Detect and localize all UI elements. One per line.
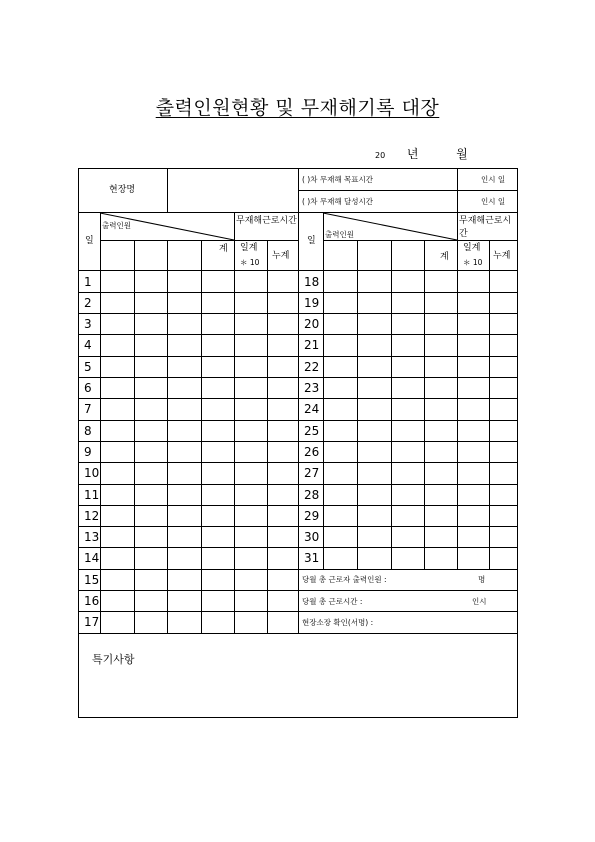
monthly-workers-label: 당월 총 근로자 출력인원 :: [302, 575, 387, 584]
attendance-header-right: 출력인원: [325, 230, 354, 239]
target-hours-label: ( )차 무재해 목표시간: [302, 175, 373, 184]
right-day-25: 25: [304, 423, 320, 438]
cumulative-header-right: 누계: [493, 251, 511, 261]
day-header-right: 일: [307, 236, 316, 246]
monthly-hours-label: 당월 총 근로시간 :: [302, 597, 363, 606]
left-day-2: 2: [84, 295, 92, 310]
achieved-hours-label: ( )차 무재해 달성시간: [302, 197, 373, 206]
left-day-17: 17: [84, 615, 100, 630]
daily-multiplier-left: ＊ 10: [240, 258, 260, 267]
achieved-hours-unit: 인시 일: [481, 197, 506, 206]
day-header-left: 일: [85, 236, 94, 246]
right-day-24: 24: [304, 402, 320, 417]
total-header-left: 계: [219, 244, 228, 254]
left-day-14: 14: [84, 551, 100, 566]
right-day-18: 18: [304, 274, 320, 289]
left-day-13: 13: [84, 530, 100, 545]
right-day-28: 28: [304, 487, 320, 502]
daily-multiplier-right: ＊ 10: [463, 258, 483, 267]
left-day-16: 16: [84, 594, 100, 608]
left-day-10: 10: [84, 466, 100, 481]
left-day-12: 12: [84, 508, 100, 523]
year-unit: 년: [406, 147, 419, 161]
right-day-27: 27: [304, 466, 320, 481]
right-day-21: 21: [304, 338, 320, 353]
right-day-20: 20: [304, 317, 320, 332]
cumulative-header-left: 누계: [272, 251, 290, 261]
no-accident-hours-header-left: 무재해근로시간: [236, 216, 297, 226]
site-name-label: 현장명: [109, 185, 136, 195]
right-day-23: 23: [304, 381, 320, 395]
left-day-3: 3: [84, 317, 92, 332]
right-day-19: 19: [304, 295, 320, 310]
site-manager-confirm-label: 현장소장 확인(서명) :: [302, 618, 374, 627]
left-day-5: 5: [84, 359, 92, 374]
year-prefix: 20: [375, 151, 386, 160]
monthly-workers-unit: 명: [478, 575, 486, 584]
attendance-header-left: 출력인원: [102, 221, 131, 230]
daily-total-header-left: 일계: [240, 243, 258, 253]
document-title: 출력인원현황 및 무재해기록 대장: [155, 97, 440, 119]
remarks-label: 특기사항: [92, 653, 135, 666]
left-day-9: 9: [84, 444, 92, 459]
target-hours-unit: 인시 일: [481, 175, 506, 184]
left-day-11: 11: [84, 487, 100, 502]
right-day-26: 26: [304, 444, 320, 459]
left-day-6: 6: [84, 381, 92, 395]
right-day-30: 30: [304, 530, 320, 545]
left-day-4: 4: [84, 338, 92, 353]
left-day-8: 8: [84, 423, 92, 438]
right-day-22: 22: [304, 359, 320, 374]
left-day-7: 7: [84, 402, 92, 417]
left-day-1: 1: [84, 274, 92, 289]
month-unit: 월: [456, 147, 468, 161]
left-day-15: 15: [84, 572, 100, 587]
right-day-31: 31: [304, 551, 320, 566]
no-accident-hours-header-right: 무재해근로시간: [459, 216, 512, 239]
daily-total-header-right: 일계: [463, 243, 481, 253]
monthly-hours-unit: 인시: [472, 597, 487, 606]
right-day-29: 29: [304, 508, 320, 523]
total-header-right: 계: [440, 252, 449, 262]
